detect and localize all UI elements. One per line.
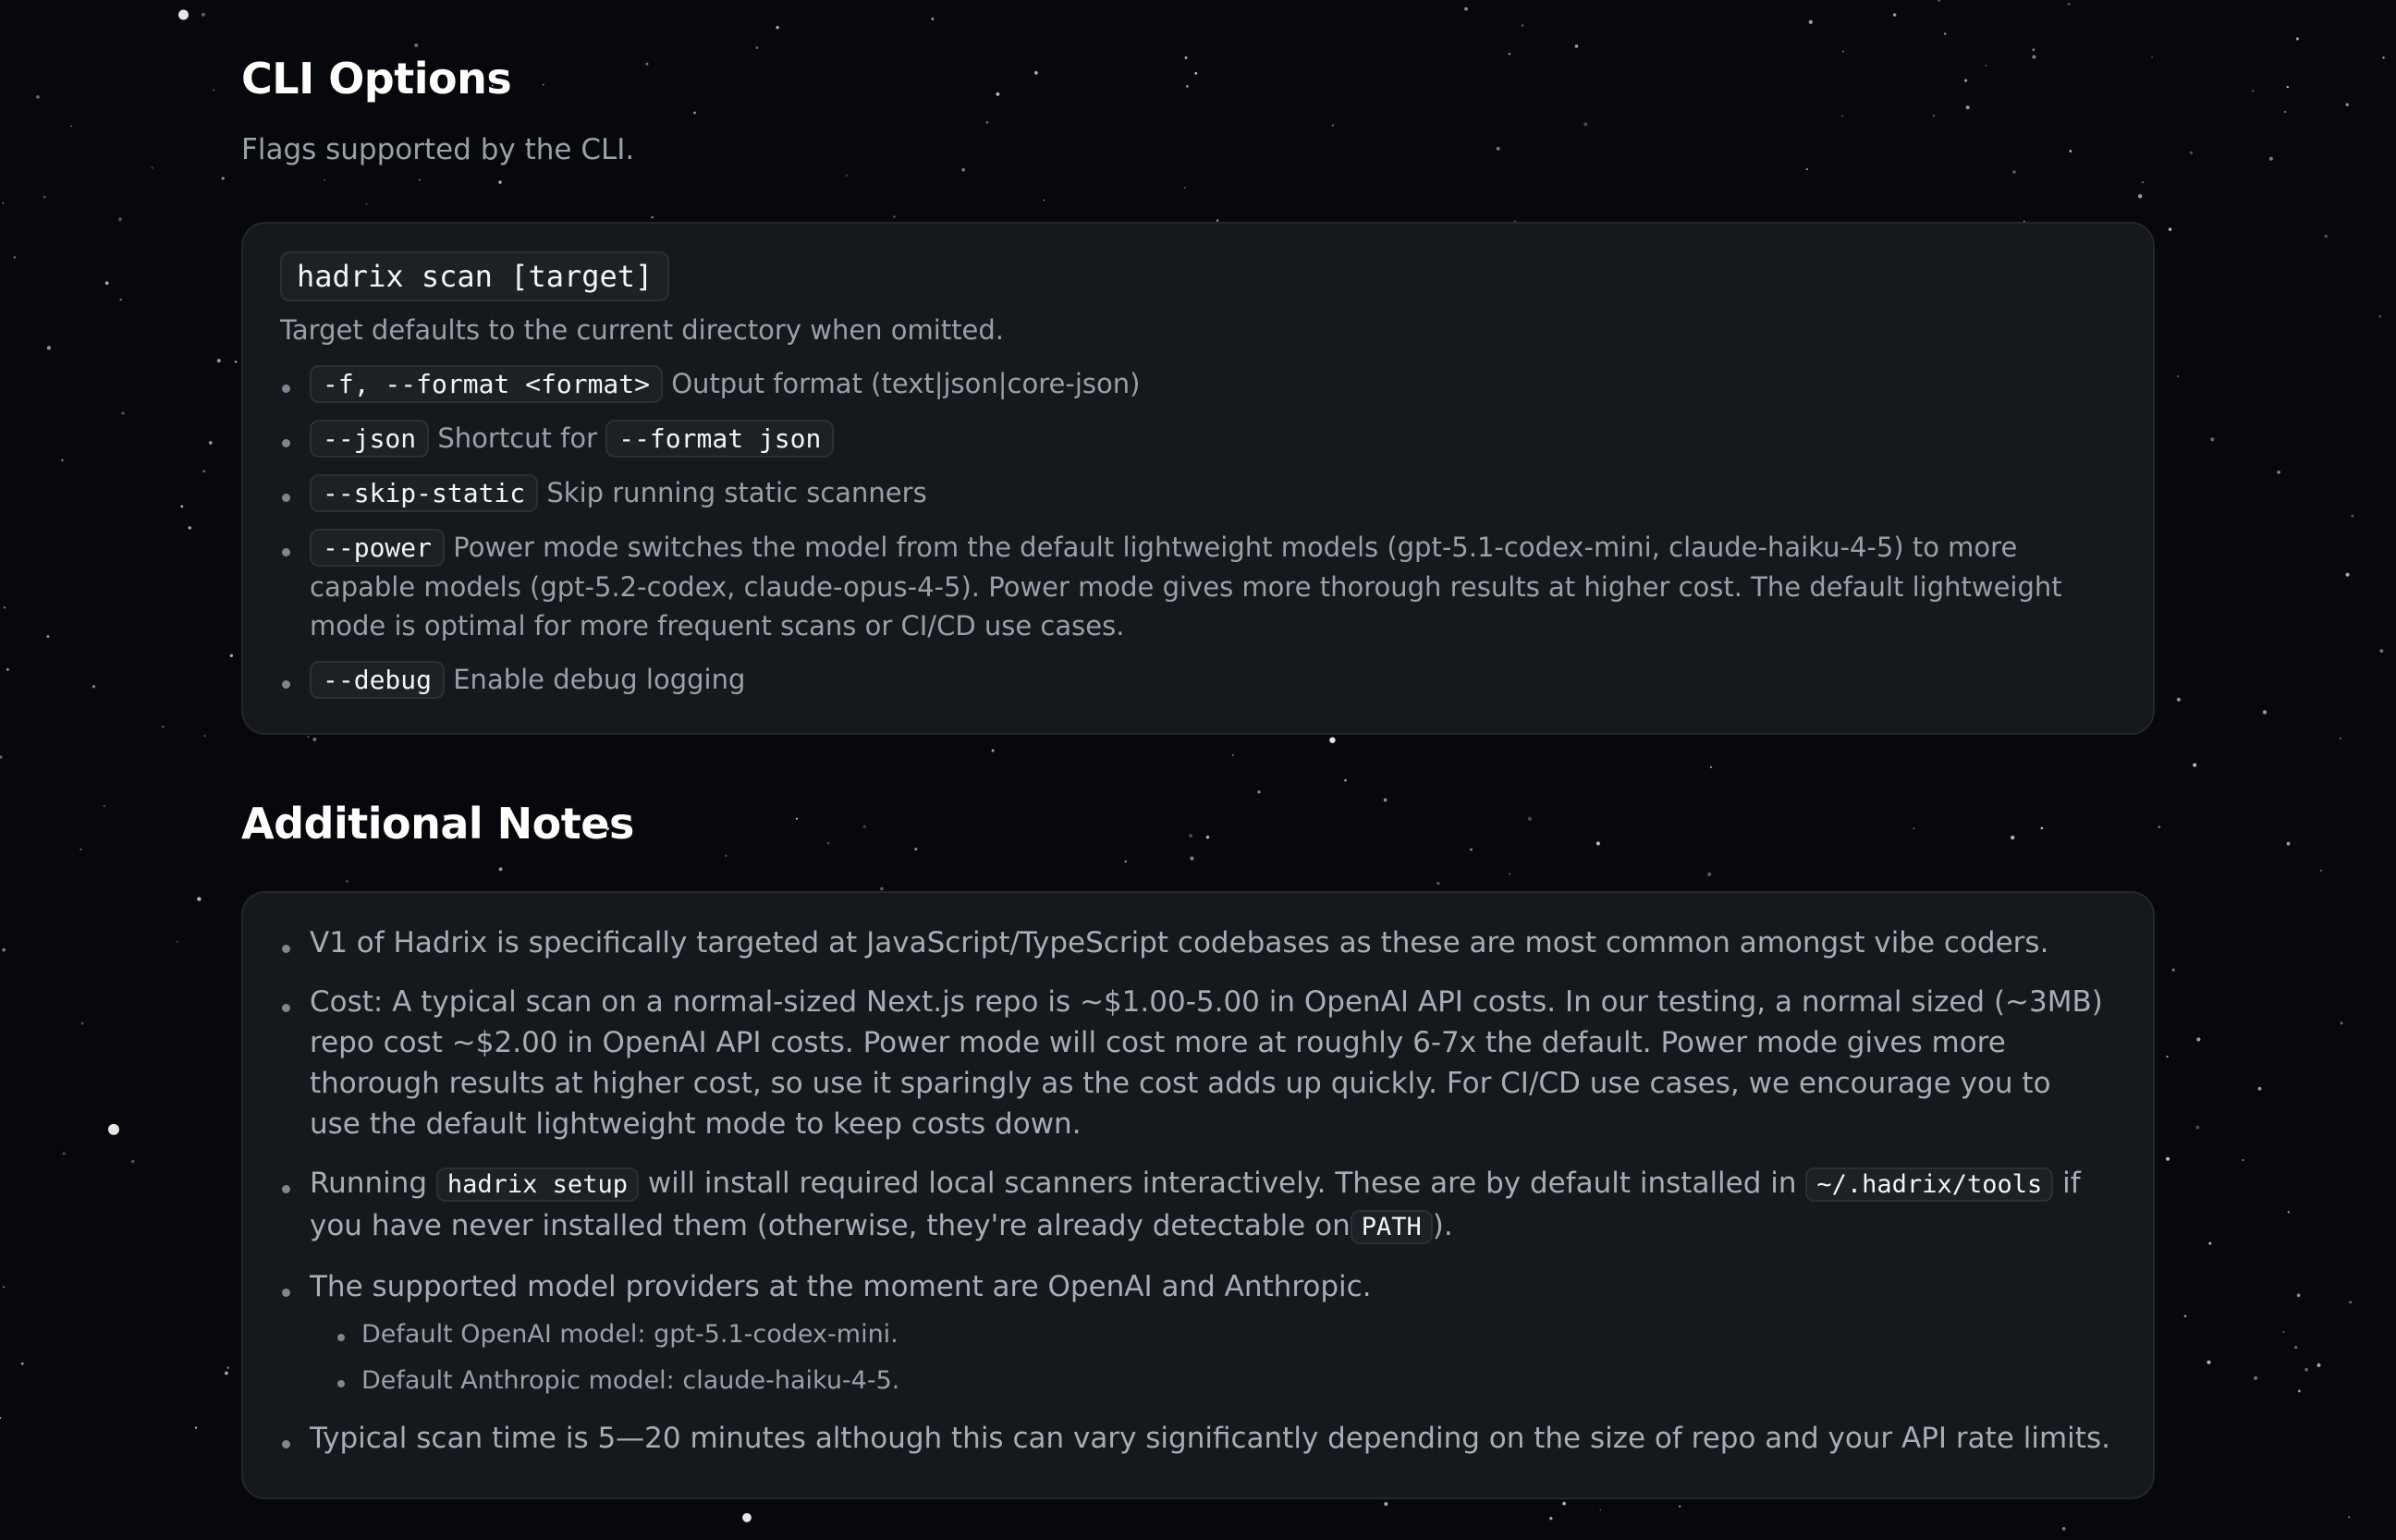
star — [2378, 315, 2381, 318]
star — [1893, 13, 1896, 16]
star — [1985, 65, 1986, 67]
star — [646, 63, 649, 66]
star — [195, 1426, 197, 1428]
star — [1842, 51, 1844, 53]
star — [893, 215, 895, 217]
cli-options-card — [241, 222, 2155, 735]
tools-path-code: ~/.hadrix/tools — [1805, 1167, 2053, 1202]
path-env-code: PATH — [1351, 1210, 1433, 1244]
star — [2142, 181, 2144, 183]
star — [366, 203, 368, 205]
model-defaults-list — [310, 1316, 2110, 1399]
flag-description: Output format (text|json|core-json) — [671, 368, 1141, 399]
star — [1384, 1502, 1387, 1506]
star — [202, 13, 205, 17]
star — [2263, 710, 2267, 714]
star — [2195, 1126, 2199, 1130]
flag-code: --debug — [310, 661, 445, 699]
star — [2325, 235, 2328, 238]
star — [1384, 799, 1387, 802]
star — [1806, 168, 1808, 170]
note-text: Typical scan time is 5—20 minutes although this can vary significantly depending on the size of repo and your API rate limits. — [310, 1422, 2110, 1455]
star — [1185, 56, 1188, 59]
star — [308, 736, 310, 738]
star — [2296, 37, 2299, 40]
star — [2341, 1021, 2343, 1024]
note-item — [280, 1163, 2110, 1248]
star — [2012, 170, 2015, 173]
star — [1528, 817, 1532, 821]
star — [1190, 857, 1193, 861]
star — [914, 848, 917, 850]
star — [776, 26, 778, 29]
star — [217, 359, 221, 362]
star — [1470, 849, 1473, 851]
star — [3, 202, 5, 204]
command-note: Target defaults to the current directory when omitted. — [280, 314, 1005, 346]
star — [2011, 836, 2014, 839]
star — [2340, 738, 2341, 739]
star — [2193, 764, 2196, 767]
star — [2069, 150, 2072, 153]
star — [1464, 7, 1468, 11]
star — [108, 1124, 119, 1135]
cli-options-heading: CLI Options — [241, 54, 512, 104]
star — [2252, 90, 2254, 92]
star — [178, 10, 189, 20]
star — [189, 526, 192, 530]
flag-description: Skip running static scanners — [546, 477, 927, 508]
note-text: will install required local scanners interactively. These are by default installed in — [647, 1167, 1797, 1200]
star — [880, 887, 884, 891]
scan-command: hadrix scan [target] — [280, 251, 669, 301]
star — [2, 948, 6, 952]
star — [92, 685, 95, 688]
star — [0, 755, 3, 759]
star — [2177, 698, 2181, 702]
star — [1329, 738, 1335, 743]
star — [1938, 0, 1940, 2]
star — [1344, 779, 1347, 782]
star — [225, 1372, 228, 1375]
star — [2032, 55, 2035, 59]
star — [2167, 1056, 2169, 1057]
cli-options-subtitle: Flags supported by the CLI. — [241, 133, 635, 166]
star — [2158, 825, 2160, 828]
star — [498, 180, 501, 183]
star — [4, 606, 6, 608]
star — [725, 855, 727, 857]
star — [118, 217, 122, 221]
note-item — [280, 1266, 2110, 1399]
star — [1184, 187, 1186, 189]
star — [177, 941, 178, 943]
star — [2346, 573, 2350, 577]
star — [2277, 471, 2280, 474]
star — [419, 179, 421, 181]
star — [961, 168, 965, 172]
star — [986, 121, 989, 124]
star — [1600, 1509, 1602, 1511]
star — [1522, 24, 1523, 26]
flag-code: --power — [310, 529, 445, 567]
star — [2269, 157, 2273, 161]
star — [312, 738, 316, 741]
star — [1575, 44, 1579, 48]
flag-code: --skip-static — [310, 474, 538, 512]
star — [62, 1152, 66, 1155]
star — [36, 95, 40, 99]
star — [756, 46, 759, 49]
star — [499, 867, 503, 871]
note-text: The supported model providers at the moment are OpenAI and Anthropic. — [310, 1270, 1372, 1303]
star — [197, 897, 201, 900]
star — [796, 818, 798, 820]
star — [1497, 147, 1500, 151]
star — [1186, 85, 1189, 88]
star — [1809, 20, 1813, 24]
star — [80, 849, 82, 850]
star — [1194, 72, 1197, 75]
star — [1933, 115, 1935, 116]
star — [2294, 1346, 2297, 1349]
star — [2041, 827, 2044, 830]
flag-item-debug — [280, 660, 2110, 700]
flags-list — [280, 364, 2110, 715]
star — [2349, 1301, 2352, 1303]
notes-list — [280, 923, 2110, 1477]
star — [2298, 1389, 2301, 1392]
sub-note-item: Default OpenAI model: gpt-5.1-codex-mini. — [336, 1316, 2110, 1353]
star — [2317, 1363, 2320, 1367]
star — [992, 750, 995, 752]
star — [1332, 125, 1334, 127]
star — [2068, 3, 2071, 6]
flag-description: Enable debug logging — [453, 664, 746, 695]
additional-notes-heading: Additional Notes — [241, 799, 634, 849]
star — [2208, 1242, 2211, 1245]
star — [222, 177, 225, 179]
star — [1034, 71, 1038, 75]
star — [2346, 104, 2349, 106]
star — [543, 84, 544, 86]
star — [1944, 33, 1946, 35]
star — [209, 441, 213, 445]
star — [81, 1022, 84, 1025]
star — [204, 735, 206, 737]
star — [996, 92, 1000, 96]
star — [1841, 115, 1843, 116]
star — [70, 126, 72, 128]
star — [121, 412, 124, 415]
star — [131, 1160, 135, 1164]
star — [14, 256, 16, 258]
star — [1509, 874, 1510, 875]
star — [1707, 873, 1711, 876]
star — [2190, 152, 2193, 154]
star — [21, 1363, 24, 1365]
star — [1549, 1517, 1552, 1520]
star — [2297, 1294, 2301, 1298]
star — [152, 166, 153, 168]
star — [2320, 870, 2322, 872]
star — [1257, 790, 1260, 793]
flag-code: --json — [310, 420, 429, 458]
command-row — [280, 251, 669, 301]
star — [1964, 79, 1967, 82]
star — [46, 635, 49, 638]
star — [1913, 827, 1914, 829]
star — [1509, 53, 1510, 55]
star — [2151, 56, 2153, 58]
star — [2284, 111, 2286, 113]
star — [213, 90, 214, 92]
star — [2304, 1368, 2308, 1372]
star — [2062, 1527, 2066, 1531]
star — [1125, 861, 1128, 863]
star — [827, 842, 830, 845]
star — [2032, 48, 2035, 51]
star — [1562, 1502, 1566, 1506]
flag-code: -f, --format <format> — [310, 365, 663, 403]
flag-description: Power mode switches the model from the default lightweight models (gpt-5.1-codex-mini, claude-haiku-4-5) to more capable models (gpt-5.2-codex, claude-opus-4-5). Power mode gives more thorough results at higher cost. The default lightweight mode is optimal for more frequent scans or CI/CD use cases. — [310, 532, 2062, 642]
note-text: Cost: A typical scan on a normal-sized Next.js repo is ~$1.00-5.00 in OpenAI API costs. In our testing, a normal sized (~3MB) repo cost ~$2.00 in OpenAI API costs. Power mode will cost more at roughly 6-7x the default. Power mode gives more thorough results at higher cost, so use it sparingly as the cost adds up quickly. For CI/CD use cases, we encourage you to use the default lightweight mode to keep costs down. — [310, 985, 2103, 1141]
star — [105, 281, 109, 285]
additional-notes-card — [241, 891, 2155, 1499]
flag-item-skip-static — [280, 473, 2110, 513]
note-text: ). — [1432, 1209, 1453, 1242]
star — [2166, 1157, 2170, 1161]
star — [1436, 882, 1439, 885]
star — [846, 175, 848, 177]
star — [1710, 766, 1712, 768]
star — [2184, 1315, 2187, 1318]
star — [1044, 200, 1045, 202]
star — [2379, 649, 2383, 653]
star — [6, 668, 9, 671]
star — [104, 805, 105, 807]
star — [61, 459, 63, 461]
star — [2207, 1361, 2211, 1364]
star — [2196, 1037, 2200, 1041]
star — [863, 825, 866, 828]
star — [414, 43, 418, 47]
star — [3, 1287, 5, 1289]
star — [2242, 1159, 2243, 1161]
star — [202, 471, 205, 473]
star — [2177, 375, 2179, 377]
star — [346, 880, 348, 882]
note-text: V1 of Hadrix is specifically targeted at JavaScript/TypeScript codebases as these are most common amongst vibe coders. — [310, 926, 2049, 959]
setup-command-code: hadrix setup — [436, 1167, 639, 1202]
sub-note-item: Default Anthropic model: claude-haiku-4-5. — [336, 1363, 2110, 1399]
star — [1232, 754, 1234, 756]
star — [1189, 834, 1192, 837]
star — [1583, 122, 1587, 126]
star — [2169, 227, 2171, 230]
note-item — [280, 1418, 2110, 1459]
note-text: if you have never installed them (otherwise, they're already detectable on — [310, 1167, 2081, 1242]
flag-item-format — [280, 364, 2110, 404]
note-item — [280, 923, 2110, 963]
star — [2172, 969, 2175, 972]
star — [47, 346, 51, 349]
star — [2210, 437, 2214, 441]
star — [2348, 1516, 2350, 1518]
flag-item-json — [280, 419, 2110, 458]
note-item — [280, 982, 2110, 1144]
star — [932, 18, 935, 20]
star — [0, 1417, 1, 1419]
star — [1679, 1506, 1681, 1508]
star — [180, 506, 183, 508]
star — [2287, 86, 2289, 88]
star — [693, 112, 696, 115]
note-text: Running — [310, 1167, 428, 1200]
star — [324, 179, 325, 181]
star — [2382, 56, 2384, 58]
star — [1206, 836, 1209, 838]
star — [2258, 1087, 2262, 1091]
star — [651, 216, 653, 218]
star — [2351, 515, 2353, 518]
star — [2138, 194, 2142, 198]
star — [120, 299, 122, 300]
star — [235, 361, 237, 362]
star — [1596, 841, 1600, 845]
star — [1966, 105, 1970, 109]
star — [2287, 842, 2291, 846]
star — [227, 1367, 229, 1369]
flag-description: Shortcut for — [437, 422, 597, 454]
star — [2282, 1331, 2284, 1333]
flag-inline-code: --format json — [605, 420, 834, 458]
flag-item-power — [280, 528, 2110, 645]
star — [162, 726, 164, 727]
star — [2288, 1211, 2290, 1213]
star — [742, 1513, 752, 1522]
star — [230, 654, 233, 657]
star — [43, 196, 46, 199]
star — [2254, 1376, 2257, 1380]
